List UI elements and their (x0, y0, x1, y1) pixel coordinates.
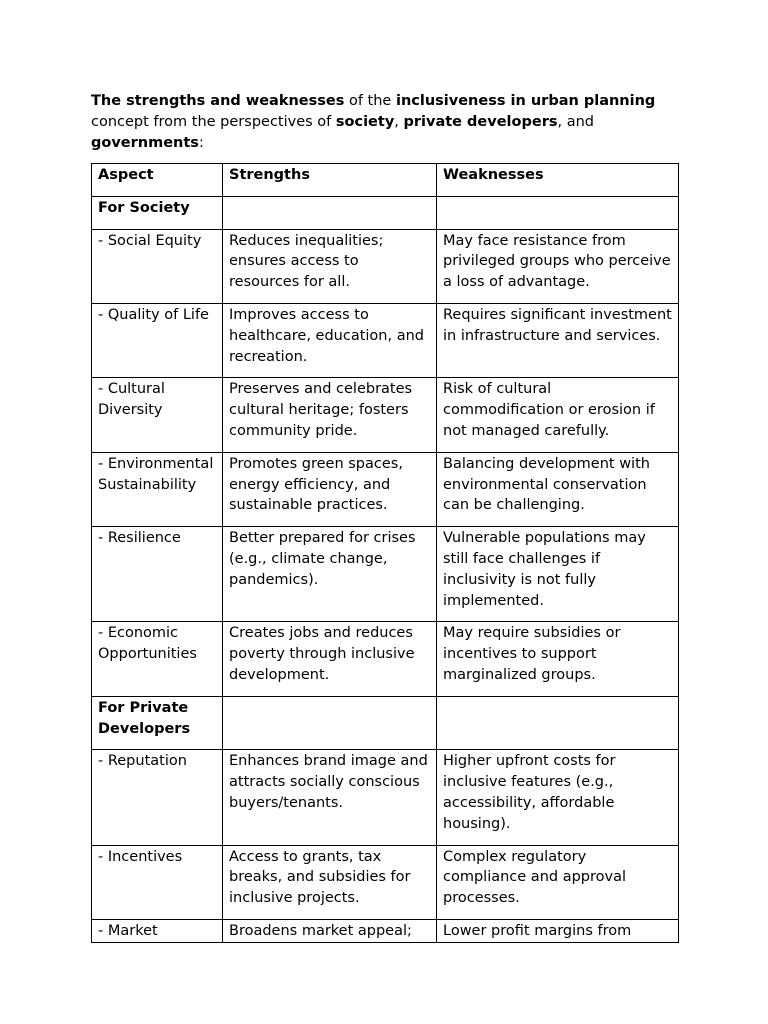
table-header-row (92, 164, 679, 197)
strength-cell: Reduces inequalities; ensures access to resources for all. (223, 229, 437, 303)
table-row (92, 622, 679, 696)
aspect-cell: - Quality of Life (92, 303, 223, 377)
heading-text-4: concept from the perspectives of (91, 114, 336, 130)
weakness-cell: Lower profit margins from (437, 919, 679, 942)
section-label: For Society (92, 196, 223, 229)
weakness-cell: May require subsidies or incentives to support marginalized groups. (437, 622, 679, 696)
weakness-cell: Requires significant investment in infrastructure and services. (437, 303, 679, 377)
column-header-weaknesses: Weaknesses (437, 164, 679, 197)
strength-cell: Improves access to healthcare, education, and recreation. (223, 303, 437, 377)
weakness-cell (437, 196, 679, 229)
aspect-cell: - Economic Opportunities (92, 622, 223, 696)
heading-bold-7: private developers (403, 114, 558, 130)
document-page (91, 91, 681, 943)
strengths-weaknesses-table (91, 163, 679, 943)
strength-cell: Access to grants, tax breaks, and subsidies for inclusive projects. (223, 845, 437, 919)
section-label: For Private Developers (92, 696, 223, 750)
document-heading (91, 91, 681, 154)
table-row (92, 229, 679, 303)
weakness-cell: Complex regulatory compliance and approval processes. (437, 845, 679, 919)
section-row-private-developers (92, 696, 679, 750)
strength-cell: Promotes green spaces, energy efficiency, and sustainable practices. (223, 452, 437, 526)
aspect-cell: - Resilience (92, 527, 223, 622)
table-row (92, 452, 679, 526)
table-row (92, 919, 679, 942)
strength-cell: Creates jobs and reduces poverty through inclusive development. (223, 622, 437, 696)
strength-cell (223, 196, 437, 229)
aspect-cell: - Cultural Diversity (92, 378, 223, 452)
strength-cell: Preserves and celebrates cultural heritage; fosters community pride. (223, 378, 437, 452)
weakness-cell (437, 696, 679, 750)
aspect-cell: - Environmental Sustainability (92, 452, 223, 526)
heading-bold-9: governments (91, 135, 199, 151)
strength-cell (223, 696, 437, 750)
column-header-strengths: Strengths (223, 164, 437, 197)
heading-text-8: , and (557, 114, 594, 130)
heading-bold-1: The strengths and weaknesses (91, 93, 345, 109)
aspect-cell: - Reputation (92, 750, 223, 845)
table-row (92, 527, 679, 622)
heading-text-2: of the (344, 93, 396, 109)
weakness-cell: Higher upfront costs for inclusive features (e.g., accessibility, affordable housing). (437, 750, 679, 845)
weakness-cell: Balancing development with environmental conservation can be challenging. (437, 452, 679, 526)
weakness-cell: Risk of cultural commodification or erosion if not managed carefully. (437, 378, 679, 452)
table-row (92, 303, 679, 377)
heading-bold-3: inclusiveness in urban planning (395, 93, 656, 109)
table-row (92, 750, 679, 845)
section-row-society (92, 196, 679, 229)
strength-cell: Better prepared for crises (e.g., climate change, pandemics). (223, 527, 437, 622)
strength-cell: Broadens market appeal; (223, 919, 437, 942)
weakness-cell: May face resistance from privileged groups who perceive a loss of advantage. (437, 229, 679, 303)
aspect-cell: - Incentives (92, 845, 223, 919)
aspect-cell: - Market (92, 919, 223, 942)
table-row (92, 378, 679, 452)
table-row (92, 845, 679, 919)
aspect-cell: - Social Equity (92, 229, 223, 303)
strength-cell: Enhances brand image and attracts socially conscious buyers/tenants. (223, 750, 437, 845)
weakness-cell: Vulnerable populations may still face challenges if inclusivity is not fully implemented. (437, 527, 679, 622)
heading-text-10: : (198, 135, 204, 151)
column-header-aspect: Aspect (92, 164, 223, 197)
heading-text-6: , (394, 114, 404, 130)
heading-bold-5: society (335, 114, 395, 130)
